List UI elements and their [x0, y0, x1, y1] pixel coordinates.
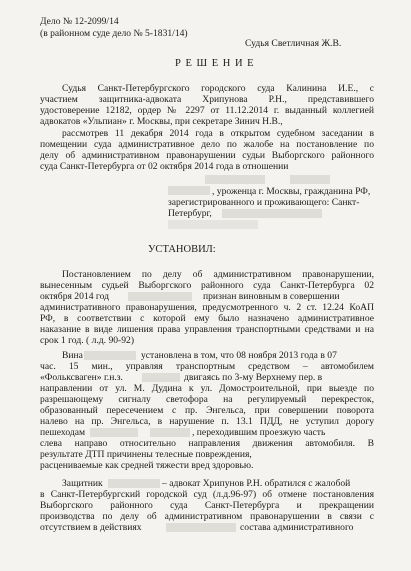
- p2-line: установлена в том, что 08 ноября 2013 года в 07: [141, 350, 337, 361]
- redacted-name: [90, 428, 138, 437]
- p2-line: расцениваемые как средней тяжести вред здоровью.: [40, 460, 254, 471]
- p1-line: вынесенным судьей Выборгского районного суда Санкт-Петербурга 02: [40, 280, 374, 291]
- person-line: Петербург,: [168, 208, 212, 219]
- intro-line: участием защитника-адвоката Хрипунова Р.Н., представившего: [40, 94, 374, 105]
- redacted-birth-data: [168, 186, 210, 195]
- person-line: зарегистрированного и проживающего: Санкт-: [168, 197, 360, 208]
- redacted-name: [128, 292, 192, 301]
- p3-line: отсутствием в действиях: [40, 522, 142, 533]
- redacted-name: [84, 351, 136, 360]
- redacted-name: [290, 175, 330, 184]
- redacted-address: [222, 209, 322, 218]
- intro-line: делу об административном правонарушении судьи Выборгского районного: [40, 150, 374, 161]
- redacted-name: [166, 523, 236, 532]
- document-title: Р Е Ш Е Н И Е: [175, 58, 255, 69]
- p1-line: Постановлением по делу об административном правонарушении,: [62, 269, 374, 280]
- redacted-name: [108, 479, 160, 488]
- p3-line: в Санкт-Петербургский городской суд (л.д.96-97) об отмене постановления: [40, 489, 374, 500]
- p3-line: Защитник: [62, 478, 103, 489]
- p2-line: час. 15 мин., управляя транспортным средством – автомобилем: [40, 361, 374, 372]
- p2-line: разрешающему сигналу светофора на регулируемый перекресток,: [40, 394, 374, 405]
- p2-line: результате ДТП причинены телесные повреждения,: [40, 449, 252, 460]
- section-heading: УСТАНОВИЛ:: [148, 244, 216, 255]
- intro-line: адвокатов «Ульпиан» г. Москвы, при секретаре Зинич Н.В.,: [40, 116, 283, 127]
- p3-line: состава административного: [240, 522, 354, 533]
- redacted-address: [168, 220, 258, 229]
- p1-line: РФ, в соответствии с которой ему было назначено административное: [40, 313, 374, 324]
- intro-line: рассмотрев 11 декабря 2014 года в открытом судебном заседании в: [62, 128, 374, 139]
- p2-line: налево на пр. Энгельса, в нарушение п. 13.1 ПДД, не уступил дорогу: [40, 416, 374, 427]
- redacted-plate: [142, 373, 180, 382]
- p2-line: направлении от ул. М. Дудина к ул. Домостроительной, при выезде по: [40, 383, 374, 394]
- p1-line: наказание в виде лишения права управления транспортными средствами и на: [40, 324, 374, 335]
- p3-line: Выборгского районного суда Санкт-Петербурга и прекращении: [40, 500, 374, 511]
- intro-line: удостоверение 12182, ордер № 2297 от 11.12.2014 г. выданный коллегией: [40, 105, 374, 116]
- p2-line: двигаясь по 3-му Верхнему пер. в: [184, 372, 323, 383]
- person-line: , уроженца г. Москвы, гражданина РФ,: [212, 186, 371, 197]
- intro-line: помещении суда административное дело по жалобе на постановление по: [40, 139, 374, 150]
- p3-line: производства по делу об административном правонарушении в связи с: [40, 511, 374, 522]
- p2-line: , переходившим проезжую часть: [192, 427, 326, 438]
- intro-line: Судья Санкт-Петербургского городского суда Калинина И.Е., с: [62, 83, 374, 94]
- redacted-name: [150, 428, 190, 437]
- case-number: Дело № 12-2099/14: [40, 16, 119, 27]
- p1-line: признан виновным в совершении: [203, 291, 340, 302]
- p1-line: срок 1 год. ( л.д. 90-92): [40, 335, 135, 346]
- redacted-name: [205, 175, 265, 184]
- p1-line: административного правонарушения, предусмотренного ч. 2 ст. 12.24 КоАП: [40, 302, 374, 313]
- p1-line: октября 2014 год: [40, 291, 109, 302]
- judge-name: Судья Светличная Ж.В.: [245, 38, 342, 49]
- p3-line: – адвокат Хрипунов Р.Н. обратился с жалобой: [162, 478, 351, 489]
- p2-line: образованный пересечением с пр. Энгельса, при совершении поворота: [40, 405, 374, 416]
- p2-line: «Фольксваген» г.н.з.: [40, 372, 123, 383]
- p2-line: пешеходам: [40, 427, 86, 438]
- p2-line: Вина: [62, 350, 83, 361]
- p2-line: слева направо относительно направления движения автомобиля. В: [40, 438, 374, 449]
- intro-line: суда Санкт-Петербурга от 02 октября 2014 года в отношении: [40, 161, 289, 172]
- district-case-number: (в районном суде дело № 5-1831/14): [40, 28, 188, 39]
